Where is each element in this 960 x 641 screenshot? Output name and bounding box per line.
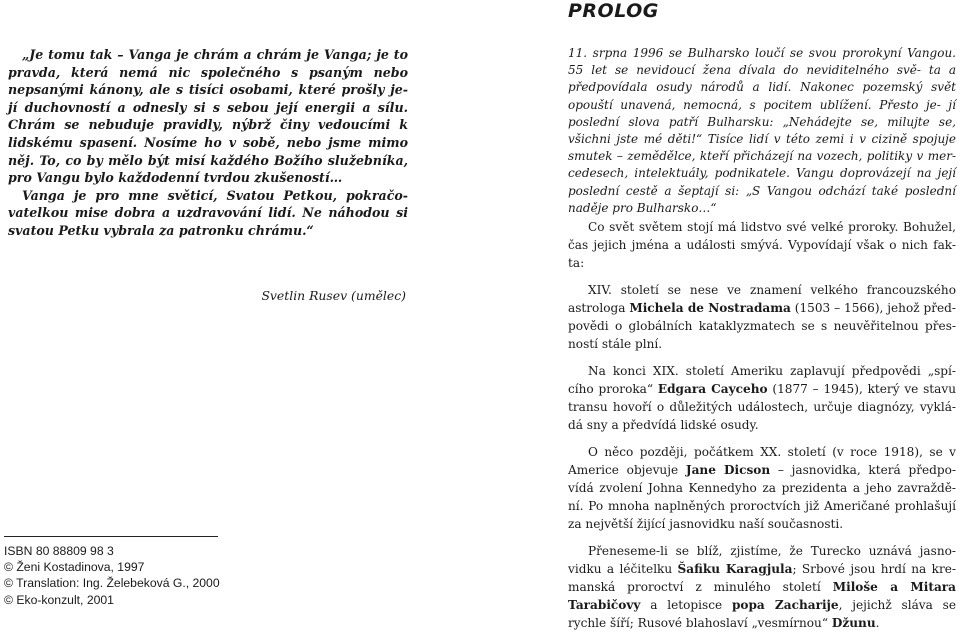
body-paragraph: XIV. století se nese ve znamení velkého francouzského astrologa Michela de Nostradama (1503 – 1566), jehož před- povědi o globálních kataklyzmatech se s neuvěřitelnou přes- ností stále plní. [568, 283, 956, 351]
quote-paragraph-1: „Je tomu tak – Vanga je chrám a chrám je Vanga; je to pravda, která nemá nic společného s psaným nebo nepsanými kánony, ale s tisíci osobami, které prošly je- jí duchovností a odnesly si s sebou její energii a sílu. Chrám se nebuduje pravidly, nýbrž činy vedoucími k lidskému spasení. Nosíme ho v sobě, nebo jsme mimo něj. To, co by mělo být misí každého Božího služebníka, pro Vangu bylo každodenní tvrdou zkušeností… [8, 47, 408, 186]
bold-name: Miloše a Mitara Tarabičovy [568, 580, 956, 612]
copyright-line: © Translation: Ing. Želebeková G., 2000 [4, 576, 220, 591]
body-paragraph: O něco později, počátkem XX. století (v roce 1918), se v Americe objevuje Jane Dicson – jasnovidka, která předpo- vídá zvolení Johna Kennedyho za prezidenta a jeho zavraždě- ní. Po mnoha naplněných proroctvích již Američané prohlašují za největší žijící jasnovidku naší současnosti. [568, 445, 957, 531]
left-page [0, 0, 480, 616]
bold-name: Michela de Nostradama [629, 301, 791, 315]
quote-attribution: Svetlin Rusev (umělec) [261, 288, 406, 303]
body-paragraph: Na konci XIX. století Ameriku zaplavují předpovědi „spí- cího proroka“ Edgara Cayceho (1877 – 1945), který ve stavu transu hovoří o důležitých událostech, určuje diagnózy, vyklá- dá sny a předvídá lidské osudy. [568, 364, 956, 432]
bold-name: Edgara Cayceho [657, 382, 768, 396]
epigraph-quote [8, 46, 408, 240]
body-paragraph: Co svět světem stojí má lidstvo své velké proroky. Bohužel, čas jejich jména a události smývá. Vypovídají však o nich fak- ta: [568, 220, 956, 270]
bold-name: Džunu [831, 616, 876, 630]
imprint-block [4, 543, 234, 608]
isbn-line: ISBN 80 88809 98 3 [4, 544, 114, 558]
quote-paragraph-2: Vanga je pro mne světicí, Svatou Petkou, pokračo- vatelkou mise dobra a uzdravování lidí. Ne náhodou si svatou Petku vybrala za patronku chrámu.“ [8, 187, 408, 238]
body-text [568, 218, 956, 641]
copyright-line: © Eko-konzult, 2001 [4, 592, 114, 607]
imprint-divider [4, 536, 218, 537]
body-paragraph: Přeneseme-li se blíž, zjistíme, že Turecko uznává jasno- vidku a léčitelku Šafiku Karagjula; Srbové jsou hrdí na kre- manská proroctví z minulého století Miloše a Mitara Tarabičovy a letopisce popa Zacharije, jejichž sláva se rychle šíří; Rusové blahoslaví „vesmírnou“ Džunu. [568, 544, 956, 630]
bold-name: popa Zacharije [731, 598, 839, 612]
copyright-line: © Ženi Kostadinova, 1997 [4, 560, 145, 575]
bold-name: Jane Dicson [685, 463, 771, 477]
intro-italic-paragraph: 11. srpna 1996 se Bulharsko loučí se svou prorokyní Vangou. 55 let se nevidoucí žena dívala do neviditelného svě- ta a předpovídala osudy národů a lidí. Nakonec pozemský svět opouští unavená, nemocná, s pocitem ublížení. Přesto je- jí poslední slova patří Bulharsku: „Nehádejte se, milujte se, všichni jste mé děti!“ Tisíce lidí v této zemi i v cizině spojuje smutek – zemědělce, kteří přicházejí na vozech, politiky v mer- cedesech, intelektuály, podnikatele. Vangu doprovázejí na její poslední cestě a šeptají si: „S Vangou odchází také poslední naděje pro Bulharsko…“ [568, 46, 956, 215]
chapter-title: PROLOG [568, 0, 659, 22]
bold-name: Šafiku Karagjula [677, 562, 793, 576]
